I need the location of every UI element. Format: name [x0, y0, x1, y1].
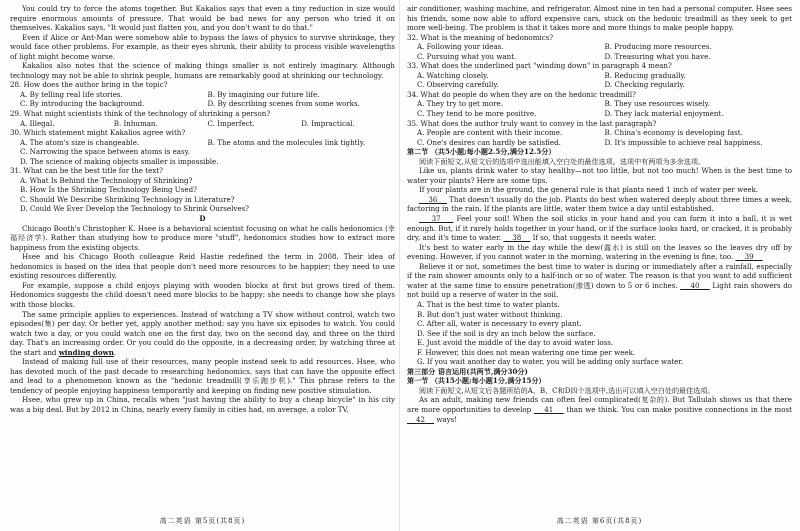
instructions: 阅读下面短文,从短文后的选项中选出能填入空白处的最佳选项。选项中有两项为多余选项。 — [419, 156, 706, 166]
paragraph: If your plants are in the ground, the general rule is that plants need 1 inch of water per week. — [419, 185, 759, 195]
option: A. What Is Behind the Technology of Shrinking? — [20, 175, 193, 185]
option: A. By telling real life stories. — [20, 89, 123, 99]
option: C. One's desires can hardly be satisfied. — [417, 137, 561, 147]
options-35 — [407, 128, 792, 138]
option: D. See if the soil is dry an inch below the surface. — [417, 328, 596, 338]
blank-36 — [419, 195, 447, 204]
options-33 — [407, 80, 792, 90]
options-28 — [10, 99, 395, 109]
paragraph: air conditioner, washing machine, and refrigerator. Almost nine in ten had a personal computer. Hsee sees his friends, some now able to afford expensive cars, stuck on the hedonic treadmill as they seek to get more well-being. The problem is that it takes more and more things to make people happy. — [407, 4, 792, 33]
options-35 — [407, 138, 792, 148]
option: C. Imperfect. — [207, 118, 255, 128]
paragraph-text: ways! — [436, 414, 458, 424]
right-page — [407, 4, 792, 531]
option: B. Producing more resources. — [604, 42, 712, 52]
option: E. Just avoid the middle of the day to avoid water loss. — [417, 338, 614, 348]
option: D. They lack material enjoyment. — [604, 109, 724, 119]
blank-41 — [534, 405, 564, 414]
paragraph: Hsee, who grew up in China, recalls when "just having the ability to buy a cheap bicycle" in his city was a big deal. But by 2012 in China, nearly every family in cities had, on average, a color TV, — [10, 395, 395, 414]
blank-number: 39 — [744, 252, 754, 262]
paragraph: Hsee and his Chicago Booth colleague Reid Hastie redefined the term in 2008. Their idea of hedonomics is based on the idea that people don't need more resources to be happier; they need to use existing resources differently. — [10, 252, 395, 281]
paragraph-text: Light rain showers do not build up a reserve of water in the soil. — [407, 280, 793, 300]
option: D. Checking regularly. — [604, 80, 685, 90]
paragraph-text: The same principle applies to experiences. Instead of watching a TV show without control, watch two episodes(集) per day. Or better yet, apply another method: say you have six episodes to watch. You could watch two a day, or you could watch one on the first day, two on the second day, and three on the third day. That's an increasing order. Or you could do the opposite, in a decreasing order, by watching three at the start and — [10, 309, 395, 357]
option: F. However, this does not mean watering one time per week. — [417, 347, 636, 357]
option: D. Could We Ever Develop the Technology to Shrink Ourselves? — [20, 204, 249, 214]
option: B. China's economy is developing fast. — [604, 128, 743, 138]
option: D. Impractical. — [301, 118, 355, 128]
paragraph — [407, 214, 792, 243]
section-heading: 第一节 （共15小题;每小题1分,满分15分） — [407, 376, 546, 386]
options-32 — [407, 42, 792, 52]
paragraph: You could try to force the atoms together. But Kakalios says that even a tiny reduction in size would require enormous amounts of pressure. That would be bad news for any person who tried it on themselves. Kakalios says, "It would just flatten you, and you don't want to do that." — [10, 4, 395, 33]
section-heading: 第二节 （共5小题;每小题2.5分,满分12.5分） — [407, 147, 556, 157]
option: C. Narrowing the space between atoms is easy. — [20, 147, 190, 157]
option: A. Watching closely. — [417, 70, 489, 80]
paragraph-text: As an adult, making new friends can often feel complicated(复杂的). But Tallulah shows us that there are more opportunities to develop — [407, 395, 792, 414]
paragraph: For example, suppose a child enjoys playing with wooden blocks at first but grows tired of them. Hedonomics suggests the child doesn't need more blocks to be happy; she needs to change how she plays with those blocks. — [10, 280, 395, 309]
question-28: 28. How does the author bring in the topic? — [10, 80, 168, 90]
option: B. Inhuman. — [113, 118, 158, 128]
paragraph: Kakalios also notes that the science of making things smaller is not entirely imaginary. Although technology may not be able to shrink people, humans are remarkably good at shrinking our technology. — [10, 61, 395, 80]
paragraph — [10, 310, 395, 358]
blank-42 — [407, 415, 434, 424]
page-footer: 高二英语 第6页(共8页) — [556, 517, 643, 526]
paragraph-text: That doesn't usually do the job. Plants do best when watered deeply about three times a week, factoring in the rain. If the plants are little, water them twice a day until established. — [407, 194, 792, 214]
option: C. Observing carefully. — [417, 80, 499, 90]
instructions: 阅读下面短文,从短文后各题所给的A、B、C和D四个选项中,选出可以填入空白处的最佳选项。 — [419, 385, 715, 395]
options-30 — [10, 138, 395, 148]
paragraph-text: than we think. You can make positive connections in the most — [566, 404, 792, 414]
paragraph — [407, 262, 792, 300]
option: D. It's impossible to achieve real happiness. — [604, 137, 763, 147]
blank-37 — [419, 214, 453, 223]
options-33 — [407, 71, 792, 81]
option: B. The atoms and the molecules link tightly. — [207, 137, 366, 147]
blank-number: 36 — [428, 194, 438, 204]
page-footer: 高二英语 第5页(共8页) — [159, 517, 246, 526]
left-page — [10, 4, 395, 531]
blank-38 — [503, 233, 530, 242]
question-34: 34. What do people do when they are on the hedonic treadmill? — [407, 89, 636, 99]
blank-number: 38 — [512, 233, 522, 243]
blank-number: 40 — [690, 280, 700, 290]
blank-39 — [736, 252, 763, 261]
options-32 — [407, 52, 792, 62]
question-30: 30. Which statement might Kakalios agree with? — [10, 128, 186, 138]
options-29 — [10, 119, 395, 129]
option: A. Illegal. — [20, 118, 55, 128]
paragraph — [407, 395, 792, 424]
paragraph: Like us, plants drink water to stay healthy—not too little, but not too much! When is the best time to water your plants? Here are some tips. — [407, 166, 792, 185]
option: B. How Is the Shrinking Technology Being Used? — [20, 185, 197, 195]
option: B. By imagining our future life. — [207, 89, 320, 99]
option: G. If you wait another day to water, you will be adding only surface water. — [417, 357, 684, 367]
option: D. Treasuring what you have. — [604, 51, 711, 61]
option: B. But don't just water without thinking. — [417, 309, 563, 319]
question-33: 33. What does the underlined part "winding down" in paragraph 4 mean? — [407, 61, 672, 71]
option: A. They try to get more. — [417, 99, 503, 109]
blank-number: 41 — [544, 404, 554, 414]
paragraph: Even if Alice or Ant-Man were somehow able to bypass the laws of physics to survive shrinkage, they would face other problems. For example, as their eyes shrunk, their ability to process visible wavelengths of light might become worse. — [10, 32, 395, 61]
option: B. They use resources wisely. — [604, 99, 710, 109]
question-31: 31. What can be the best title for the text? — [10, 166, 163, 176]
paragraph — [407, 243, 792, 262]
section-d-title: D — [199, 214, 206, 224]
option: D. By describing scenes from some works. — [207, 99, 360, 109]
option: C. After all, water is necessary to every plant. — [417, 319, 582, 329]
paragraph-text: Feel your soil! When the soil sticks in your hand and you can form it into a ball, it is wet enough. But, if it rarely holds together in your hand, or if the surface looks hard, or cracked, it is probably dry, and it's time to water. — [407, 214, 792, 243]
paragraph-text: Believe it or not, sometimes the best time to water is during or immediately after a rainfall, especially if the rain shower amounts only to a half-inch or so of water. The reason is that you want to add sufficient water at the same time to ensure penetration(渗透) down to 5 or 6 inches. — [407, 261, 792, 290]
question-32: 32. What is the meaning of hedonomics? — [407, 32, 554, 42]
options-34 — [407, 109, 792, 119]
blank-number: 42 — [416, 414, 426, 424]
blank-number: 37 — [431, 214, 441, 224]
page-divider — [399, 0, 400, 531]
option: C. Pursuing what you want. — [417, 51, 517, 61]
option: C. They tend to be more positive. — [417, 109, 537, 119]
paragraph-text: If so, that suggests it needs water. — [532, 233, 657, 243]
question-35: 35. What does the author truly want to convey in the last paragraph? — [407, 118, 657, 128]
options-34 — [407, 99, 792, 109]
option: C. By introducing the background. — [20, 99, 145, 109]
question-29: 29. What might scientists think of the technology of shrinking a person? — [10, 109, 271, 119]
paragraph — [407, 195, 792, 214]
underlined-phrase: winding down — [58, 347, 114, 357]
option: D. The science of making objects smaller is impossible. — [20, 156, 219, 166]
option: B. Reducing gradually. — [604, 70, 686, 80]
option: A. That is the best time to water plants. — [417, 299, 560, 309]
option: A. People are content with their income. — [417, 128, 563, 138]
paragraph-text: It's best to water early in the day while the dew(露水) is still on the leaves so the leaves dry off by evening. However, if you cannot water in the morning, watering in the evening is fine, too. — [407, 242, 792, 262]
blank-40 — [680, 281, 710, 290]
paragraph: Chicago Booth's Christopher K. Hsee is a behavioral scientist focusing on what he calls hedonomics (幸福经济学). Rather than studying how to produce more "stuff", hedonomics studies how to extract more happiness from the existing objects. — [10, 223, 395, 252]
option: C. Should We Describe Shrinking Technology in Literature? — [20, 194, 235, 204]
option: A. Following your ideas. — [417, 42, 504, 52]
paragraph-text: . — [113, 347, 117, 357]
option: A. The atom's size is changeable. — [20, 137, 140, 147]
options-28 — [10, 90, 395, 100]
paragraph: Instead of making full use of their resources, many people instead seek to add resources. Hsee, who has devoted much of the past decade to researching hedonomics, says that can have the opposite effect and lead to a phenomenon known as the "hedonic treadmill(享乐跑步机)." This phrase refers to the tendency of people enjoying happiness temporarily and keeping on finding new positive stimulation. — [10, 357, 395, 395]
part-heading: 第三部分 语言运用(共两节,满分30分) — [407, 366, 528, 376]
